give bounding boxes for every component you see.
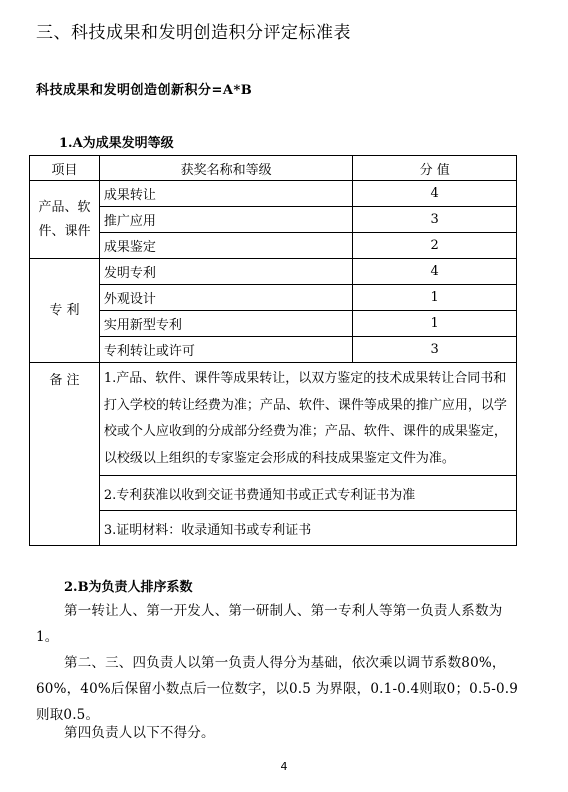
table-row <box>30 311 517 337</box>
part-b-title: 2.B为负责人排序系数 <box>64 580 193 595</box>
page-number: 4 <box>280 760 288 773</box>
score-value: 1 <box>353 285 517 311</box>
note-item: 3.证明材料：收录通知书或专利证书 <box>99 511 516 546</box>
award-name: 发明专利 <box>99 259 352 285</box>
section-title: 三、科技成果和发明创造积分评定标准表 <box>36 23 351 43</box>
table-row <box>30 337 517 363</box>
note-item: 1.产品、软件、课件等成果转让，以双方鉴定的技术成果转让合同书和打入学校的转让经费为准；产品、软件、课件等成果的推广应用，以学校或个人应收到的分成部分经费为准；产品、软件、课件的成果鉴定，以校级以上组织的专家鉴定会形成的科技成果鉴定文件为准。 <box>99 363 516 476</box>
score-value: 1 <box>353 311 517 337</box>
header-project: 项目 <box>30 156 100 181</box>
table-row <box>30 259 517 285</box>
table-row <box>30 285 517 311</box>
category-product <box>30 181 100 259</box>
score-value: 2 <box>353 233 517 259</box>
header-award-name: 获奖名称和等级 <box>99 156 352 181</box>
note-item: 2.专利获准以收到交证书费通知书或正式专利证书为准 <box>99 476 516 511</box>
score-value: 3 <box>353 207 517 233</box>
score-value: 4 <box>353 181 517 207</box>
award-name: 专利转让或许可 <box>99 337 352 363</box>
header-score: 分 值 <box>353 156 517 181</box>
table-row <box>30 181 517 207</box>
category-patent <box>30 259 100 363</box>
award-name: 实用新型专利 <box>99 311 352 337</box>
award-name: 外观设计 <box>99 285 352 311</box>
formula: 科技成果和发明创造创新积分=A*B <box>36 83 253 98</box>
table-header-row <box>30 156 517 181</box>
notes-label: 备 注 <box>30 363 100 546</box>
award-name: 推广应用 <box>99 207 352 233</box>
score-value: 4 <box>353 259 517 285</box>
notes-row <box>30 363 517 476</box>
award-name: 成果转让 <box>99 181 352 207</box>
score-value: 3 <box>353 337 517 363</box>
part-a-title: 1.A为成果发明等级 <box>59 136 174 151</box>
paragraph: 第二、三、四负责人以第一负责人得分为基础，依次乘以调节系数80%，60%，40%后保留小数点后一位数字，以0.5 为界限，0.1-0.4则取0；0.5-0.9则取0.5。 <box>36 655 519 723</box>
paragraph: 第一转让人、第一开发人、第一研制人、第一专利人等第一负责人系数为1。 <box>36 603 503 645</box>
category-label: 专 利 <box>49 302 80 318</box>
table-row <box>30 207 517 233</box>
notes-row <box>30 476 517 511</box>
notes-row <box>30 511 517 546</box>
grade-table <box>29 155 517 546</box>
category-label: 产品、软件、课件 <box>38 199 91 239</box>
table-row <box>30 233 517 259</box>
award-name: 成果鉴定 <box>99 233 352 259</box>
paragraph: 第四负责人以下不得分。 <box>64 725 215 741</box>
